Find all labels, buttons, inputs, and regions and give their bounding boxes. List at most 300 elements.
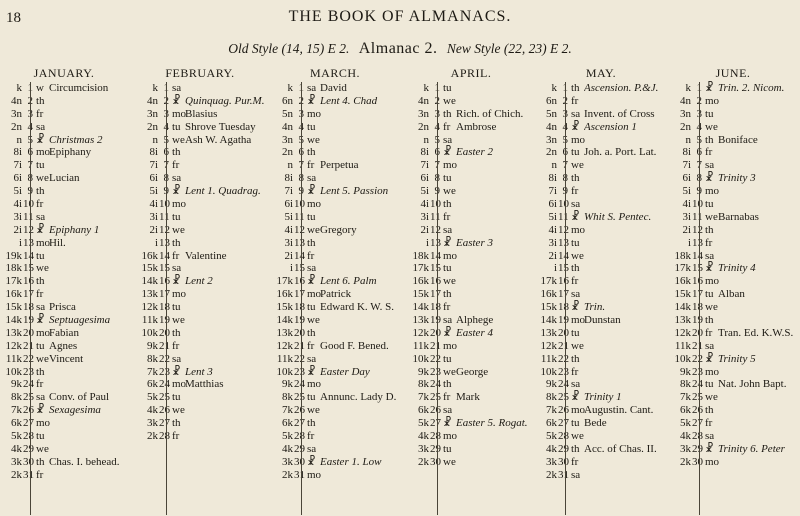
day-number-cell: 13 <box>294 236 305 249</box>
calendar-row <box>0 108 128 121</box>
observance-cell <box>49 121 128 134</box>
weekday-cell: th <box>36 365 45 378</box>
calendar-row <box>271 250 399 263</box>
day-number-cell: 26 <box>558 404 569 417</box>
calendar-row <box>669 211 797 224</box>
calendar-row <box>407 250 535 263</box>
observance-cell: Quinquag. Pur.M. <box>185 94 264 107</box>
weekday-cell: we <box>36 262 49 275</box>
calendar-row <box>271 340 399 353</box>
weekday-cell: fr <box>443 120 451 133</box>
weekday-cell: mo <box>307 107 322 120</box>
observance-cell: Trin. <box>584 301 606 314</box>
month-may <box>535 66 667 482</box>
observance-cell <box>185 430 264 443</box>
day-number-cell: 21 <box>430 339 441 352</box>
observance-cell: Perpetua <box>320 159 359 172</box>
day-number-cell: 26 <box>430 404 441 417</box>
weekday-cell: mo <box>172 107 187 120</box>
day-number-cell: 2 <box>434 94 440 107</box>
month-rows <box>136 82 264 443</box>
observance-cell <box>185 353 264 366</box>
observance-cell <box>456 353 535 366</box>
calendar-row <box>407 224 535 237</box>
month-name: JANUARY. <box>33 66 95 80</box>
day-number-cell: 7 <box>562 159 568 172</box>
observance-cell <box>718 366 797 379</box>
golden-number-cell: 13k <box>141 288 158 301</box>
observance-cell <box>584 262 667 275</box>
new-style-label: New Style (22, 23) E 2. <box>446 41 572 56</box>
golden-number-cell: 15k <box>276 301 293 314</box>
day-number-cell: 25 <box>558 391 569 404</box>
day-number-cell: 30 <box>23 455 34 468</box>
golden-number-cell: 13k <box>5 326 22 339</box>
observance-cell <box>320 198 399 211</box>
observance-cell <box>718 314 797 327</box>
weekday-cell: mo <box>172 288 187 301</box>
golden-number-cell: 17k <box>412 262 429 275</box>
calendar-row <box>535 391 667 404</box>
calendar-row <box>271 82 399 95</box>
calendar-row <box>407 95 535 108</box>
weekday-cell: sa <box>307 172 317 185</box>
day-number-cell: 21 <box>159 339 170 352</box>
month-june <box>669 66 797 469</box>
golden-number-cell: 3k <box>282 455 293 468</box>
day-number-cell: 7 <box>434 159 440 172</box>
day-number-cell: 11 <box>430 210 441 223</box>
weekday-cell: tu <box>443 172 452 185</box>
golden-number-cell: k <box>685 82 691 94</box>
observance-cell <box>718 95 797 108</box>
calendar-row <box>0 391 128 404</box>
golden-number-cell: 11k <box>5 352 22 365</box>
almanac-subtitle <box>0 40 800 58</box>
golden-number-cell: 5i <box>548 210 557 223</box>
weekday-cell: sa <box>36 301 46 314</box>
day-number-cell: 24 <box>430 378 441 391</box>
observance-cell <box>584 159 667 172</box>
observance-cell: Shrove Tuesday <box>185 120 256 133</box>
weekday-cell: sa <box>443 223 453 236</box>
day-number-cell: 16 <box>558 275 569 288</box>
golden-number-cell: 7i <box>420 159 429 172</box>
weekday-cell: mo <box>571 223 586 236</box>
golden-number-cell: 11k <box>141 314 158 327</box>
day-number-cell: 6 <box>298 146 304 159</box>
calendar-row <box>535 456 667 469</box>
day-number-cell: 12 <box>430 223 441 236</box>
calendar-row <box>136 121 264 134</box>
day-number-cell: 15 <box>692 262 703 275</box>
observance-cell: Good F. Bened. <box>320 339 389 352</box>
observance-cell <box>456 430 535 443</box>
calendar-row <box>535 430 667 443</box>
observance-cell <box>320 108 399 121</box>
golden-number-cell: 14k <box>5 314 22 327</box>
day-number-cell: 18 <box>294 301 305 314</box>
weekday-cell: ☧ <box>705 262 714 275</box>
observance-cell: Ascension. P.&J. <box>584 82 659 94</box>
calendar-row <box>535 172 667 185</box>
observance-cell: Edward K. W. S. <box>320 301 394 314</box>
calendar-row <box>0 417 128 430</box>
month-rows <box>669 82 797 469</box>
day-number-cell: 31 <box>558 468 569 481</box>
weekday-cell: ☧ <box>307 185 316 198</box>
weekday-cell: we <box>443 365 456 378</box>
calendar-row <box>271 404 399 417</box>
golden-number-cell: 3n <box>418 107 429 120</box>
observance-cell <box>320 250 399 263</box>
golden-number-cell: k <box>152 82 158 94</box>
weekday-cell: we <box>443 455 456 468</box>
observance-cell <box>718 391 797 404</box>
observance-cell <box>320 146 399 159</box>
calendar-row <box>535 327 667 340</box>
golden-number-cell: 4i <box>548 223 557 236</box>
observance-cell <box>49 288 128 301</box>
weekday-cell: sa <box>443 404 453 417</box>
weekday-cell: mo <box>571 404 586 417</box>
calendar-row <box>669 327 797 340</box>
golden-number-cell: n <box>685 133 691 146</box>
observance-cell <box>49 95 128 108</box>
calendar-row <box>535 121 667 134</box>
golden-number-cell: 5k <box>680 417 691 430</box>
calendar-row <box>535 224 667 237</box>
calendar-row <box>669 288 797 301</box>
weekday-cell: th <box>571 262 580 275</box>
page-header <box>0 8 800 32</box>
day-number-cell: 22 <box>294 352 305 365</box>
weekday-cell: ☧ <box>443 417 452 430</box>
weekday-cell: sa <box>705 339 715 352</box>
golden-number-cell: i <box>18 236 22 249</box>
golden-number-cell: 7i <box>682 159 691 172</box>
day-number-cell: 31 <box>294 468 305 481</box>
day-number-cell: 24 <box>159 378 170 391</box>
observance-cell <box>49 250 128 263</box>
observance-cell: Nat. John Bapt. <box>718 378 787 391</box>
weekday-cell: fr <box>307 430 315 443</box>
calendar-row <box>271 391 399 404</box>
golden-number-cell: 9k <box>418 365 429 378</box>
day-number-cell: 26 <box>159 404 170 417</box>
weekday-cell: th <box>307 417 316 430</box>
observance-cell <box>49 262 128 275</box>
calendar-row <box>136 95 264 108</box>
golden-number-cell: 2k <box>147 430 158 443</box>
golden-number-cell: 15k <box>412 288 429 301</box>
day-number-cell: 30 <box>558 455 569 468</box>
weekday-cell: ☧ <box>307 275 316 288</box>
month-name: JUNE. <box>715 66 751 80</box>
weekday-cell: we <box>705 301 718 314</box>
observance-cell: Augustin. Cant. <box>584 404 654 417</box>
day-number-cell: 31 <box>23 468 34 481</box>
golden-number-cell: 3k <box>546 455 557 468</box>
calendar-row <box>0 340 128 353</box>
weekday-cell: we <box>705 120 718 133</box>
golden-number-cell: 6k <box>546 417 557 430</box>
day-number-cell: 27 <box>558 417 569 430</box>
observance-cell <box>584 95 667 108</box>
golden-number-cell: 5k <box>418 417 429 430</box>
calendar-row <box>535 134 667 147</box>
golden-number-cell: 12k <box>540 339 557 352</box>
observance-cell <box>320 404 399 417</box>
observance-cell: George <box>456 365 489 378</box>
day-number-cell: 25 <box>294 391 305 404</box>
day-number-cell: 11 <box>23 210 34 223</box>
observance-cell: Patrick <box>320 288 352 301</box>
golden-number-cell: 10k <box>412 352 429 365</box>
golden-number-cell: 4k <box>282 442 293 455</box>
day-number-cell: 10 <box>23 198 34 211</box>
day-number-cell: 21 <box>558 339 569 352</box>
day-number-cell: 23 <box>692 365 703 378</box>
golden-number-cell: 9k <box>282 378 293 391</box>
day-number-cell: 12 <box>692 223 703 236</box>
day-number-cell: 3 <box>298 107 304 120</box>
calendar-row <box>271 288 399 301</box>
day-number-cell: 29 <box>430 442 441 455</box>
observance-cell <box>456 275 535 288</box>
weekday-cell: tu <box>443 442 452 455</box>
day-number-cell: 13 <box>23 236 34 249</box>
weekday-cell: ☧ <box>443 326 452 339</box>
day-number-cell: 22 <box>692 352 703 365</box>
day-number-cell: 27 <box>430 417 441 430</box>
calendar-row <box>535 185 667 198</box>
golden-number-cell: 12k <box>276 339 293 352</box>
day-number-cell: 8 <box>562 172 568 185</box>
calendar-row <box>535 404 667 417</box>
weekday-cell: ☧ <box>443 146 452 159</box>
day-number-cell: 11 <box>558 210 569 223</box>
day-number-cell: 8 <box>163 172 169 185</box>
weekday-cell: ☧ <box>705 352 714 365</box>
calendar-row <box>407 134 535 147</box>
day-number-cell: 16 <box>430 275 441 288</box>
observance-cell <box>49 185 128 198</box>
observance-cell <box>718 250 797 263</box>
observance-cell <box>584 172 667 185</box>
weekday-cell: sa <box>571 107 581 120</box>
day-number-cell: 1 <box>562 82 568 94</box>
day-number-cell: 6 <box>163 146 169 159</box>
golden-number-cell: 17k <box>540 275 557 288</box>
calendar-row <box>669 443 797 456</box>
observance-cell: Ash W. Agatha <box>185 133 252 146</box>
observance-cell: Gregory <box>320 223 357 236</box>
observance-cell <box>584 185 667 198</box>
weekday-cell: mo <box>307 198 322 211</box>
calendar-row <box>0 314 128 327</box>
calendar-row <box>0 327 128 340</box>
weekday-cell: th <box>172 326 181 339</box>
day-number-cell: 14 <box>692 249 703 262</box>
observance-cell <box>584 353 667 366</box>
day-number-cell: 10 <box>159 198 170 211</box>
weekday-cell: sa <box>307 82 317 94</box>
weekday-cell: fr <box>571 275 579 288</box>
calendar-row <box>407 417 535 430</box>
calendar-row <box>271 301 399 314</box>
weekday-cell: we <box>36 172 49 185</box>
calendar-row <box>0 121 128 134</box>
calendar-row <box>407 146 535 159</box>
observance-cell <box>320 378 399 391</box>
calendar-row <box>669 237 797 250</box>
observance-cell <box>49 430 128 443</box>
day-number-cell: 24 <box>692 378 703 391</box>
weekday-cell: tu <box>172 301 181 314</box>
day-number-cell: 14 <box>430 249 441 262</box>
weekday-cell: sa <box>571 378 581 391</box>
calendar-row <box>136 417 264 430</box>
observance-cell: Trinity 6. Peter <box>718 442 785 455</box>
calendar-row <box>407 443 535 456</box>
golden-number-cell: 16k <box>141 249 158 262</box>
golden-number-cell: k <box>551 82 557 94</box>
calendar-row <box>535 275 667 288</box>
day-number-cell: 14 <box>558 249 569 262</box>
golden-number-cell: 4k <box>680 430 691 443</box>
calendar-row <box>136 134 264 147</box>
calendar-row <box>0 262 128 275</box>
calendar-row <box>669 108 797 121</box>
day-number-cell: 28 <box>294 430 305 443</box>
calendar-row <box>407 327 535 340</box>
weekday-cell: fr <box>172 249 180 262</box>
day-number-cell: 15 <box>558 262 569 275</box>
golden-number-cell: 12k <box>5 339 22 352</box>
golden-number-cell: 12k <box>674 326 691 339</box>
day-number-cell: 25 <box>159 391 170 404</box>
calendar-row <box>669 82 797 95</box>
observance-cell: Tran. Ed. K.W.S. <box>718 326 794 339</box>
calendar-row <box>271 172 399 185</box>
day-number-cell: 10 <box>558 198 569 211</box>
observance-cell: Whit S. Pentec. <box>584 210 652 223</box>
day-number-cell: 15 <box>23 262 34 275</box>
weekday-cell: th <box>36 94 45 107</box>
observance-cell <box>49 443 128 456</box>
golden-number-cell: 3k <box>147 417 158 430</box>
calendar-row <box>271 146 399 159</box>
weekday-cell: mo <box>705 455 720 468</box>
golden-number-cell: 3i <box>149 210 158 223</box>
day-number-cell: 24 <box>23 378 34 391</box>
observance-cell <box>456 288 535 301</box>
day-number-cell: 13 <box>558 236 569 249</box>
day-number-cell: 5 <box>298 133 304 146</box>
golden-number-cell: 10k <box>5 365 22 378</box>
calendar-row <box>136 211 264 224</box>
observance-cell <box>584 469 667 482</box>
day-number-cell: 29 <box>294 442 305 455</box>
day-number-cell: 23 <box>23 365 34 378</box>
golden-number-cell: 6k <box>11 417 22 430</box>
observance-cell: Epiphany 1 <box>49 223 100 236</box>
day-number-cell: 19 <box>558 314 569 327</box>
calendar-row <box>136 275 264 288</box>
observance-cell <box>320 134 399 147</box>
day-number-cell: 13 <box>159 236 170 249</box>
weekday-cell: ☧ <box>571 210 580 223</box>
day-number-cell: 3 <box>163 107 169 120</box>
day-number-cell: 12 <box>558 223 569 236</box>
calendar-row <box>669 159 797 172</box>
calendar-row <box>669 353 797 366</box>
day-number-cell: 18 <box>430 301 441 314</box>
day-number-cell: 1 <box>696 82 702 94</box>
golden-number-cell: 8k <box>147 352 158 365</box>
golden-number-cell: 3k <box>680 442 691 455</box>
golden-number-cell: 6i <box>420 172 429 185</box>
observance-cell <box>718 198 797 211</box>
day-number-cell: 2 <box>696 94 702 107</box>
weekday-cell: th <box>307 146 316 159</box>
weekday-cell: mo <box>172 198 187 211</box>
weekday-cell: sa <box>443 133 453 146</box>
golden-number-cell: 2i <box>548 249 557 262</box>
observance-cell <box>320 121 399 134</box>
golden-number-cell: 18k <box>674 249 691 262</box>
day-number-cell: 1 <box>163 82 169 94</box>
day-number-cell: 19 <box>23 314 34 327</box>
observance-cell <box>49 211 128 224</box>
calendar-row <box>271 417 399 430</box>
observance-cell <box>320 262 399 275</box>
golden-number-cell: 12k <box>141 301 158 314</box>
calendar-row <box>0 172 128 185</box>
observance-cell <box>718 340 797 353</box>
weekday-cell: tu <box>443 352 452 365</box>
observance-cell <box>49 198 128 211</box>
day-number-cell: 12 <box>294 223 305 236</box>
weekday-cell: tu <box>307 301 316 314</box>
day-number-cell: 21 <box>294 339 305 352</box>
observance-cell <box>320 314 399 327</box>
observance-cell <box>185 314 264 327</box>
observance-cell <box>584 378 667 391</box>
calendar-row <box>669 250 797 263</box>
day-number-cell: 7 <box>163 159 169 172</box>
observance-cell <box>456 134 535 147</box>
weekday-cell: mo <box>307 288 322 301</box>
golden-number-cell: 15k <box>674 288 691 301</box>
page-number: 18 <box>6 10 21 26</box>
calendar-row <box>669 378 797 391</box>
day-number-cell: 16 <box>159 275 170 288</box>
calendar-row <box>407 211 535 224</box>
observance-cell <box>185 417 264 430</box>
weekday-cell: th <box>172 236 181 249</box>
calendar-row <box>136 82 264 95</box>
golden-number-cell: 3n <box>11 107 22 120</box>
day-number-cell: 20 <box>23 326 34 339</box>
day-number-cell: 4 <box>27 120 33 133</box>
weekday-cell: we <box>571 339 584 352</box>
calendar-row <box>669 134 797 147</box>
day-number-cell: 2 <box>298 94 304 107</box>
calendar-row <box>136 404 264 417</box>
weekday-cell: th <box>705 223 714 236</box>
